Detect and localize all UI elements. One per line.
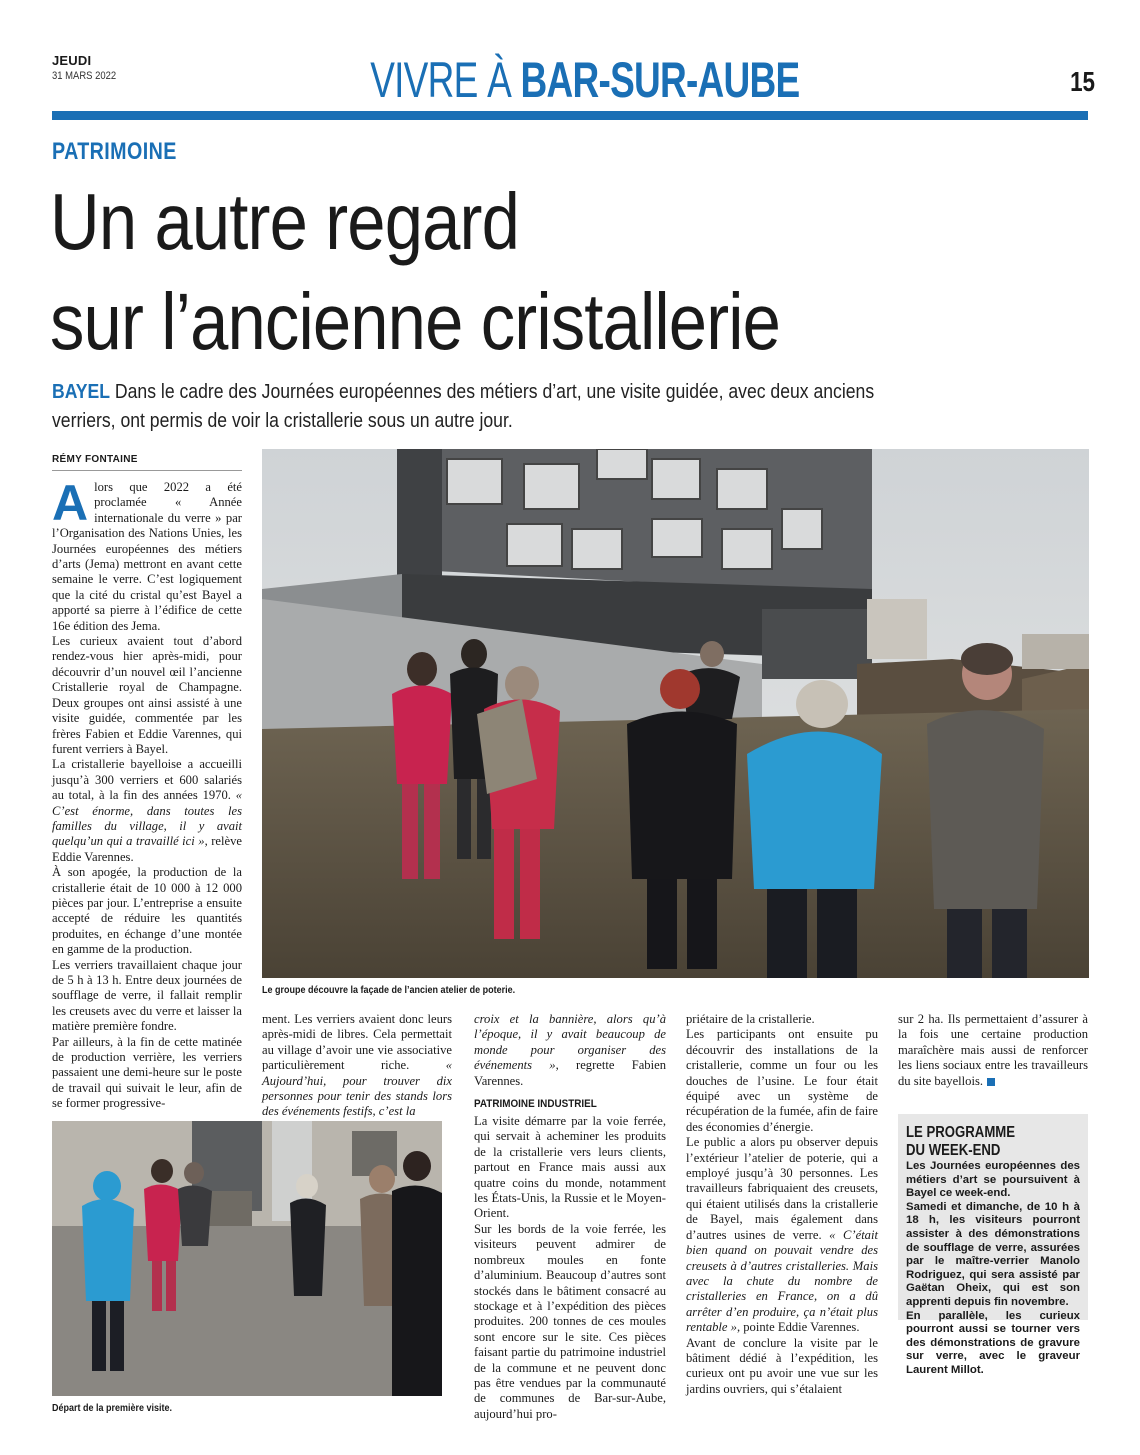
edition-day: JEUDI <box>52 53 92 68</box>
paragraph: La visite démarre par la voie ferrée, qui servait à acheminer les produits de la cristallerie vers leurs clients, partout en France mais aussi aux quatre coins du monde, notamment les États-Unis, la Russie et le Moyen-Orient. <box>474 1114 666 1221</box>
column-5 <box>898 1012 1088 1089</box>
headline <box>50 172 944 372</box>
end-of-article-square-icon <box>987 1078 995 1086</box>
paragraph: priétaire de la cristallerie. <box>686 1012 815 1026</box>
paragraph <box>52 475 242 634</box>
subheading: PATRIMOINE INDUSTRIEL <box>474 1098 597 1111</box>
box-title-line-2: DU WEEK-END <box>906 1142 1001 1159</box>
paragraph <box>686 1135 878 1335</box>
paragraph: Avant de conclure la visite par le bâtiment dédié à l’expédition, les curieux ont pu avoir une vue sur les jardins ouvriers, qui s’étalaient <box>686 1335 878 1396</box>
page-number: 15 <box>1070 66 1095 97</box>
box-text <box>906 1160 1080 1378</box>
paragraph <box>52 757 242 865</box>
paragraph <box>898 1012 1088 1089</box>
standfirst <box>52 378 941 436</box>
paragraph <box>474 1012 666 1089</box>
quote-attribution: , pointe Eddie Varennes. <box>736 1320 860 1335</box>
main-photo <box>262 449 1089 978</box>
paragraph: À son apogée, la production de la cristallerie était de 10 000 à 12 000 pièces par jour. L’entreprise a ensuite accepté de réduire les quantités produites, en échange d’une montée en gamme de la production. <box>52 865 242 957</box>
quote-attribution: , relève Eddie Varennes. <box>52 834 242 864</box>
second-photo <box>52 1121 442 1396</box>
quote: croix et la bannière, alors qu’à l’époque, il y avait beaucoup de monde pour organiser des événements » <box>474 1012 666 1073</box>
headline-line-1: Un autre regard <box>50 177 519 266</box>
section-title-bold: BAR-SUR-AUBE <box>520 52 800 108</box>
paragraph-text: sur 2 ha. Ils permettaient d’assurer à la fois une certaine production maraîchère mais aussi de renforcer les liens sociaux entre les travailleurs du site bayellois. <box>898 1012 1088 1088</box>
paragraph-text: ment. Les verriers avaient donc leurs après-midi de libres. Cela permettait au village d’avoir une vie associative particulièrement riche. <box>262 1012 452 1073</box>
section-title <box>370 50 800 110</box>
weekend-program-box <box>898 1114 1088 1376</box>
section-title-light: VIVRE À <box>370 52 521 108</box>
second-photo-image <box>52 1121 442 1396</box>
rubric: PATRIMOINE <box>52 138 177 165</box>
quote-attribution: , regrette Fabien Varennes. <box>474 1058 666 1088</box>
headline-line-2: sur l’ancienne cristallerie <box>50 277 781 366</box>
byline-rule <box>52 470 242 471</box>
quote: « C’était bien quand on pouvait vendre des creusets à d’autres cristalleries. Mais avec la chute du nombre de cristalleries en France, on a dû arrêter d’en produire, ça n’était plus rentable » <box>686 1227 878 1335</box>
edition-date: 31 MARS 2022 <box>52 70 117 82</box>
standfirst-text: Dans le cadre des Journées européennes des métiers d’art, une visite guidée, avec deux anciens verriers, ont permis de voir la cristallerie sous un autre jour. <box>52 381 875 432</box>
quote: « C’est énorme, dans toutes les familles du village, il y avait quelqu’un qui a travaillé ici » <box>52 788 242 849</box>
column-2 <box>262 1012 452 1120</box>
box-paragraph: Samedi et dimanche, de 10 h à 18 h, les visiteurs pourront assister à des démonstrations de soufflage de verre, assurées par le maître-verrier Manolo Rodriguez, qui sera assisté par Gaëtan Oheix, qui est son apprenti depuis fin novembre. <box>906 1200 1080 1308</box>
main-photo-image <box>262 449 1089 978</box>
paragraph: Les participants ont ensuite pu découvrir des installations de la cristallerie, comme un four ou les douches de l’usine. Le four était équipé avec un système de récupération de la fumée, afin de faire des économies d’énergie. <box>686 1027 878 1134</box>
byline: RÉMY FONTAINE <box>52 454 138 465</box>
quote: « Aujourd’hui, pour trouver dix personnes pour tenir des stands lors des événements festifs, c’est la <box>262 1058 452 1119</box>
column-1 <box>52 475 242 1112</box>
paragraph: Par ailleurs, à la fin de cette matinée de production verrière, les verriers passaient une demi-heure sur le poste de travail qui suivait le leur, afin de se former progressive- <box>52 1034 242 1111</box>
paragraph: Sur les bords de la voie ferrée, les visiteurs peuvent admirer de nombreux moules en fonte d’aluminium. Beaucoup d’autres sont stockés dans le bâtiment consacré au stockage et à l’expédition des pièces produites. 200 tonnes de ces moules sont encore sur le site. Ces pièces faisant partie du patrimoine industriel de la commune et ne peuvent donc pas être vendues par la communauté de communes de Bar-sur-Aube, aujourd’hui pro- <box>474 1221 666 1421</box>
paragraph: Les verriers travaillaient chaque jour de 5 h à 13 h. Entre deux journées de soufflage de verre, il fallait remplir les creusets avec du verre et laisser la matière première fondre. <box>52 957 242 1034</box>
dropcap: A <box>52 475 89 531</box>
paragraph <box>262 1012 452 1120</box>
standfirst-location: BAYEL <box>52 381 111 403</box>
second-photo-caption: Départ de la première visite. <box>52 1403 173 1414</box>
header-rule <box>52 111 1088 120</box>
box-paragraph: En parallèle, les curieux pourront aussi se tourner vers des démonstrations de gravure sur verre, avec le graveur Laurent Millot. <box>906 1309 1080 1376</box>
paragraph-text: Le public a alors pu observer depuis l’extérieur l’atelier de poterie, qui a employé jusqu’à 30 personnes. Les travailleurs fabriquaient des creusets, qui étaient utilisés dans la cristallerie de Bayel, mais également dans d’autres usines de verre. <box>686 1135 878 1242</box>
paragraph-text: La cristallerie bayelloise a accueilli jusqu’à 300 verriers et 600 salariés au total, à la fin des années 1970. <box>52 757 242 803</box>
column-3 <box>474 1012 666 1422</box>
paragraph: Les curieux avaient tout d’abord rendez-vous hier après-midi, pour découvrir d’un nouvel œil l’ancienne Cristallerie royal de Champagne. Deux groupes ont ainsi assisté à une visite guidée, commentée par les frères Fabien et Eddie Varennes, qui furent verriers à Bayel. <box>52 634 242 756</box>
box-title-line-1: LE PROGRAMME <box>906 1124 1016 1141</box>
main-photo-caption: Le groupe découvre la façade de l’ancien atelier de poterie. <box>262 985 516 996</box>
column-4 <box>686 1012 878 1397</box>
box-paragraph: Les Journées européennes des métiers d’art se poursuivent à Bayel ce week-end. <box>906 1160 1080 1200</box>
paragraph-text: lors que 2022 a été proclamée « Année internationale du verre » par l’Organisation des Nations Unies, les Journées européennes des métiers d’arts (Jema) mettront en avant cette semaine le verre. C’est logiquement que la cité du cristal qu’est Bayel a apporté sa pierre à l’édifice de cette 16e édition des Jema. <box>52 480 242 633</box>
